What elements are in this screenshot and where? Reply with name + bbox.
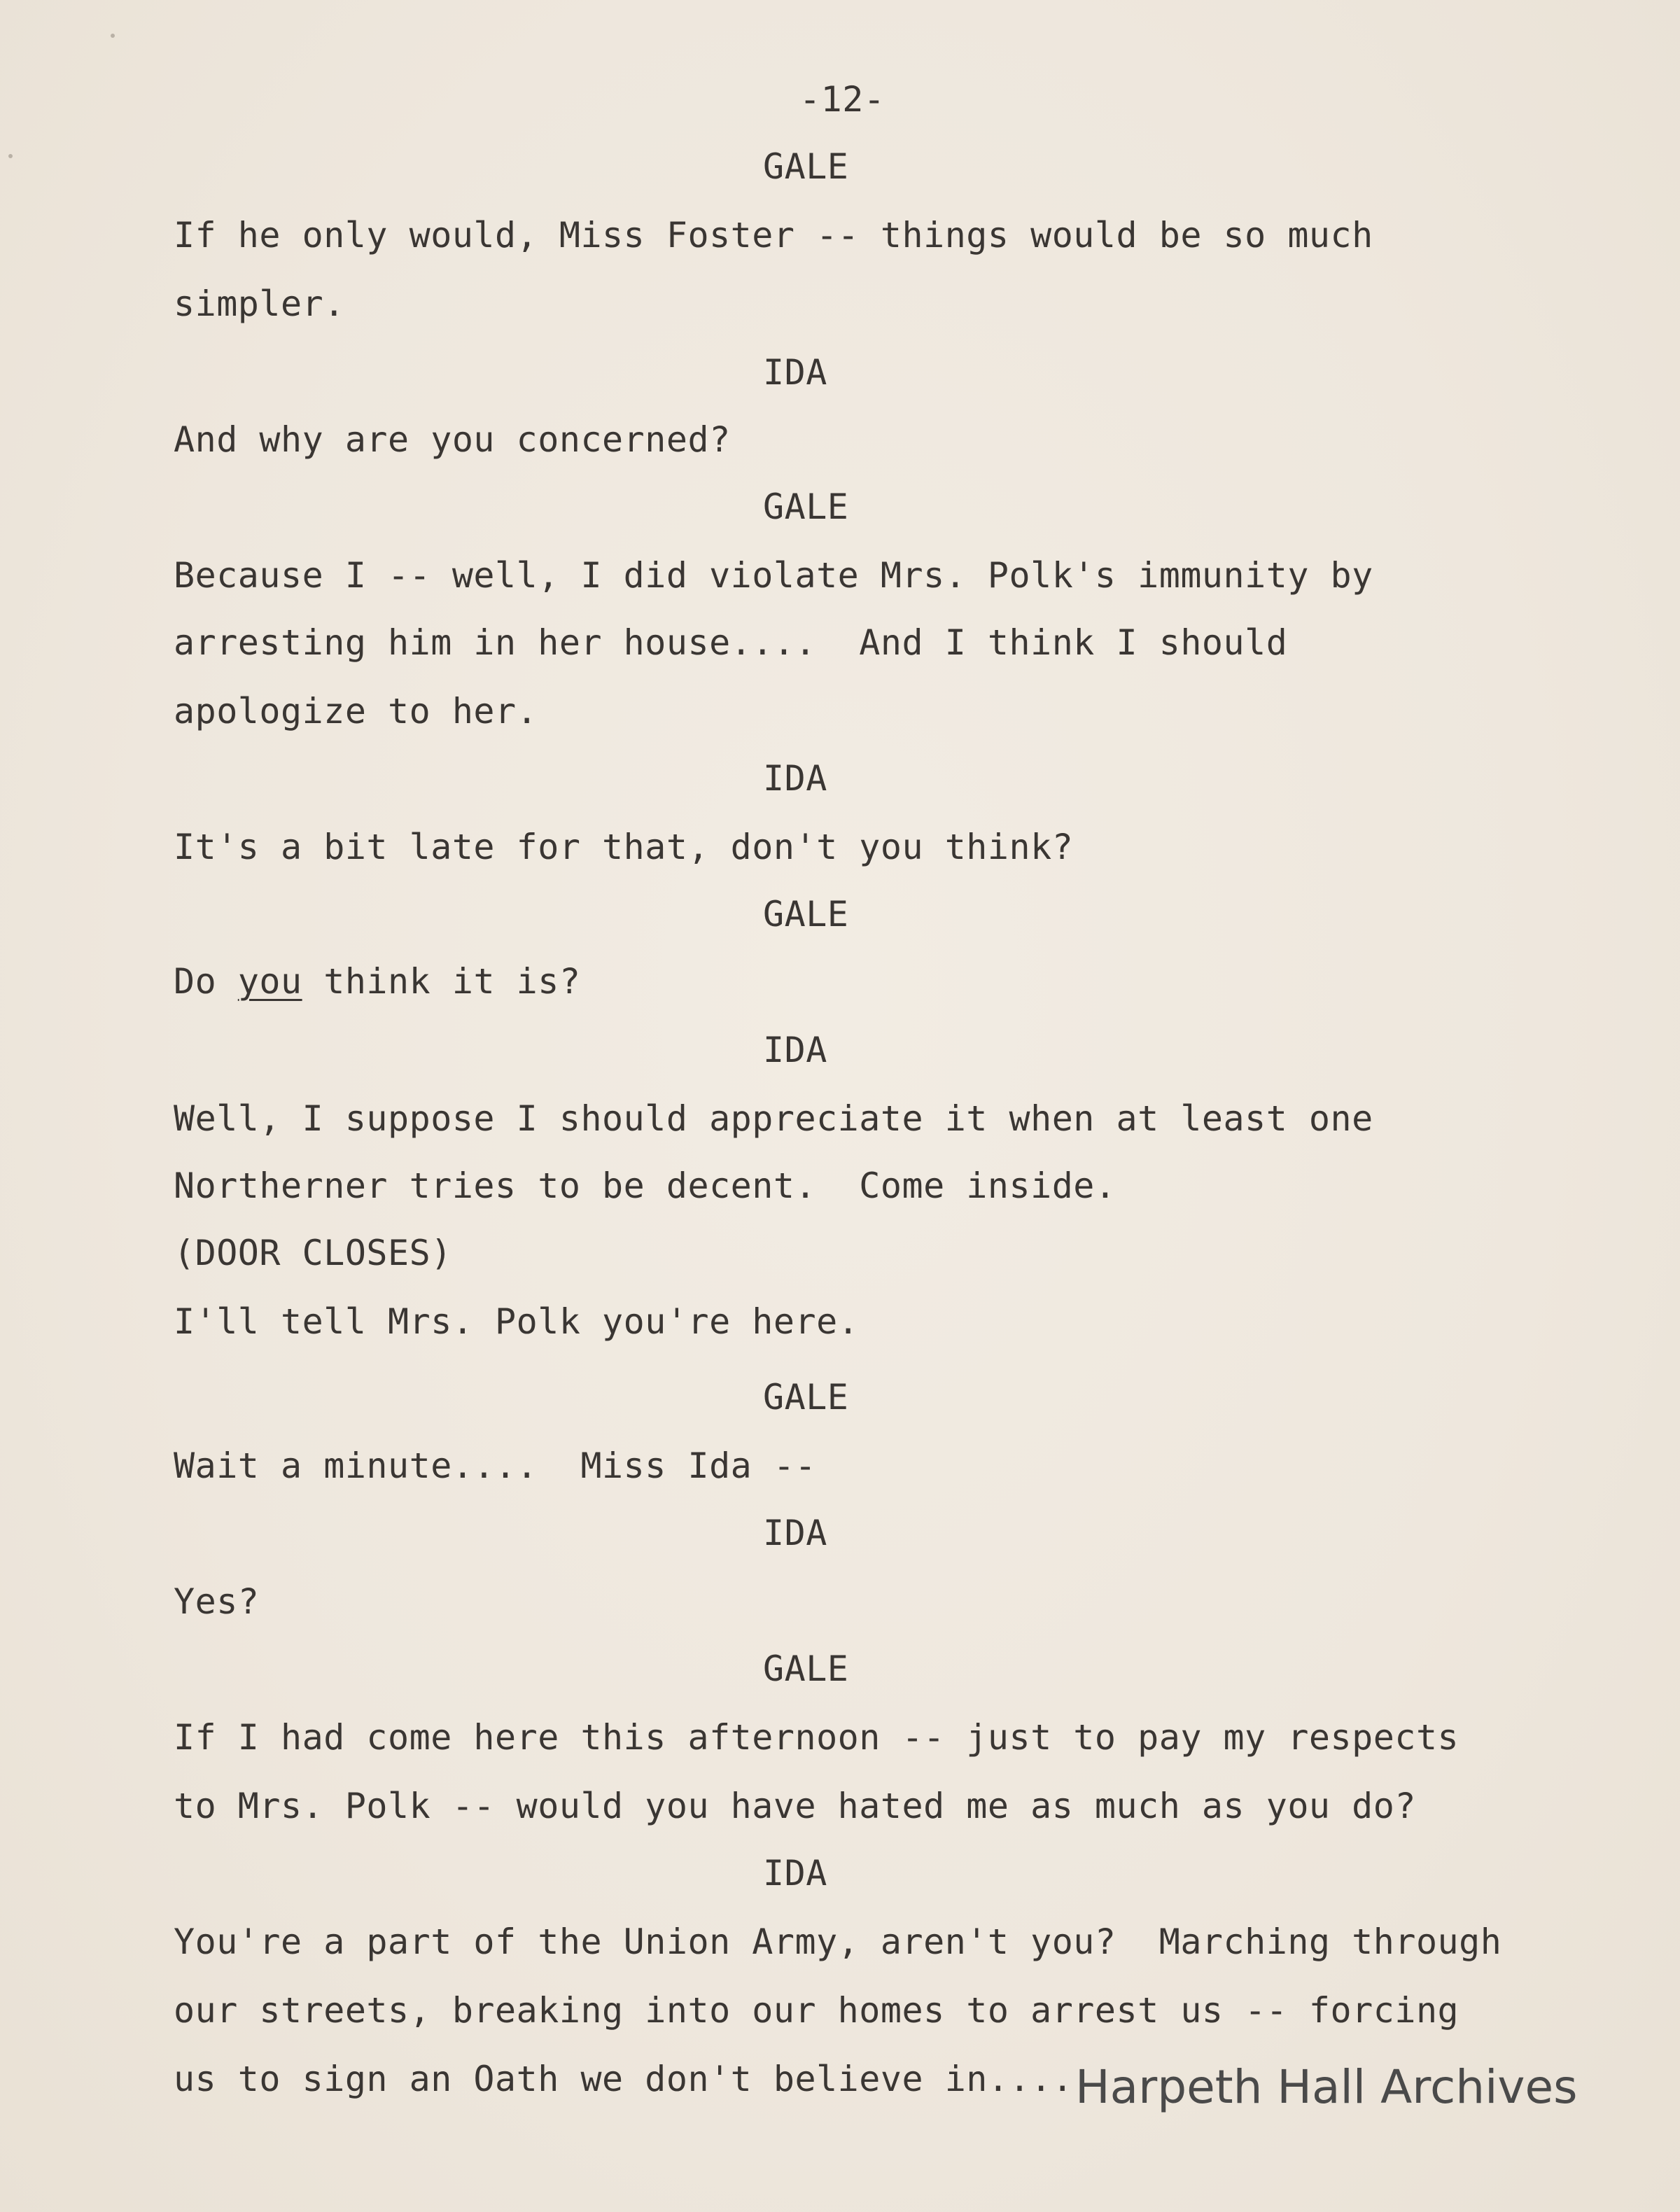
dialogue-line: simpler. [174, 284, 345, 324]
speaker-name: IDA [763, 1853, 827, 1893]
speaker-name: GALE [763, 486, 849, 527]
dialogue-line: Yes? [174, 1581, 260, 1622]
page-number: -12- [799, 79, 886, 120]
dialogue-line: Northerner tries to be decent. Come inside. [174, 1166, 1116, 1206]
dialogue-text: think it is? [302, 961, 581, 1002]
stage-direction: (DOOR CLOSES) [174, 1233, 452, 1273]
speaker-name: IDA [763, 1030, 827, 1070]
dialogue-line: our streets, breaking into our homes to arrest us -- forcing [174, 1990, 1460, 2031]
dialogue-line: If he only would, Miss Foster -- things would be so much [174, 215, 1373, 255]
dialogue-line: apologize to her. [174, 691, 538, 732]
speaker-name: GALE [763, 146, 849, 187]
dialogue-line: arresting him in her house.... And I think I should [174, 622, 1288, 663]
dialogue-line [174, 960, 580, 1002]
dialogue-line: Because I -- well, I did violate Mrs. Polk's immunity by [174, 555, 1373, 596]
dialogue-line: And why are you concerned? [174, 419, 731, 460]
paper-speck [8, 154, 13, 158]
paper-speck [111, 34, 115, 38]
dialogue-line: It's a bit late for that, don't you think? [174, 827, 1074, 867]
dialogue-line: I'll tell Mrs. Polk you're here. [174, 1301, 860, 1342]
dialogue-line: Well, I suppose I should appreciate it when at least one [174, 1098, 1373, 1139]
dialogue-line: You're a part of the Union Army, aren't you? Marching through [174, 1921, 1502, 1962]
speaker-name: IDA [763, 1513, 827, 1553]
dialogue-line: us to sign an Oath we don't believe in.... [174, 2059, 1074, 2099]
dialogue-line: Wait a minute.... Miss Ida -- [174, 1446, 817, 1486]
speaker-name: GALE [763, 894, 849, 934]
underlined-emphasis: you [237, 961, 302, 1002]
dialogue-line: If I had come here this afternoon -- just to pay my respects [174, 1717, 1460, 1758]
dialogue-line: to Mrs. Polk -- would you have hated me as much as you do? [174, 1786, 1416, 1826]
speaker-name: GALE [763, 1377, 849, 1418]
dialogue-text: Do [174, 961, 238, 1002]
speaker-name: IDA [763, 758, 827, 799]
speaker-name: IDA [763, 352, 827, 393]
archive-watermark: Harpeth Hall Archives [1075, 2060, 1578, 2114]
speaker-name: GALE [763, 1648, 849, 1689]
